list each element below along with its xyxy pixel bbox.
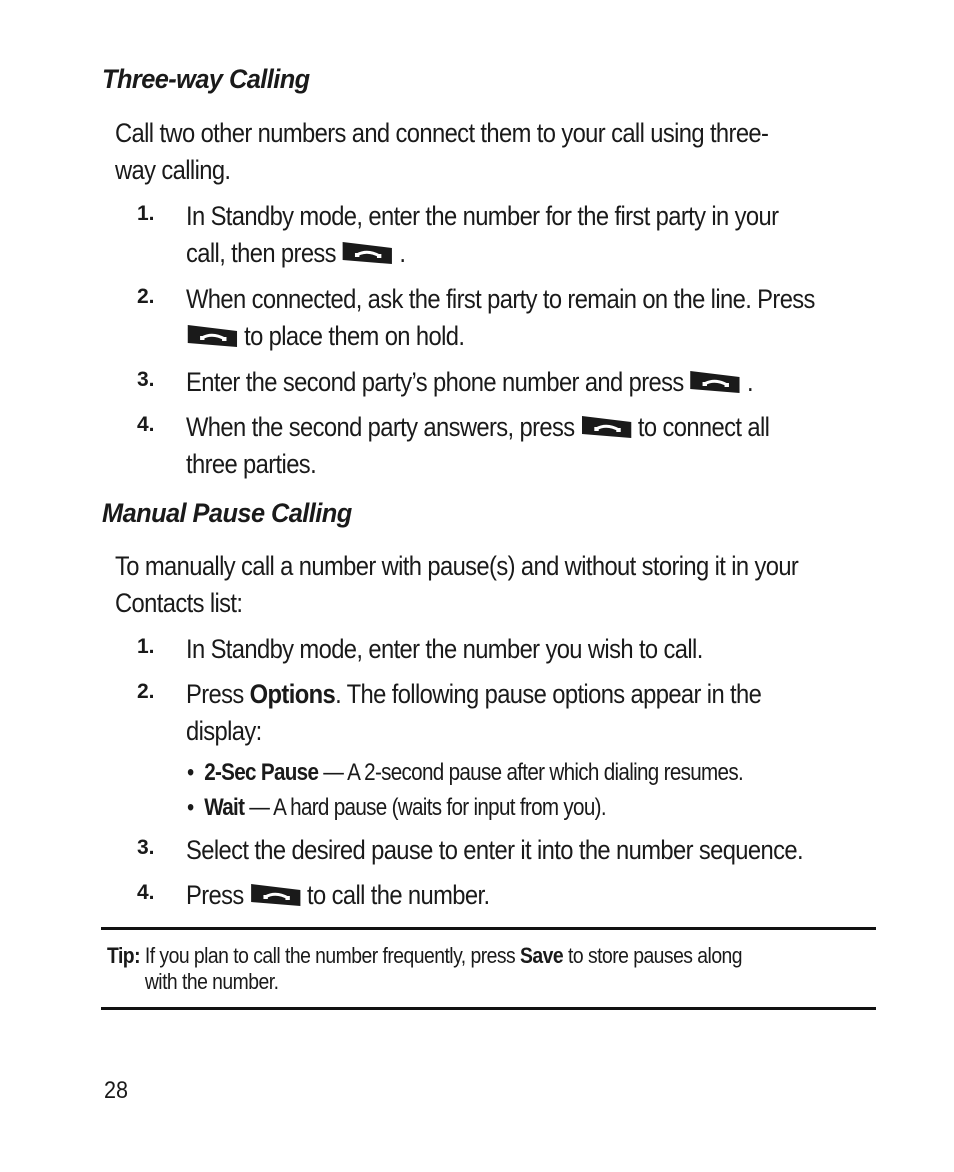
tip-text: If you plan to call the number frequently, press [140,943,521,968]
send-key-icon [689,367,744,395]
step-line: Press [186,880,244,910]
step-number: 2. [137,680,155,703]
step-number: 4. [137,881,155,904]
bullet-term: Wait [204,794,245,821]
step-line: Select the desired pause to enter it into the number sequence. [186,835,803,865]
step-text [186,631,703,668]
page-number: 28 [104,1077,129,1104]
bullet-desc: — A 2-second pause after which dialing resumes. [318,759,744,786]
step-number: 4. [137,413,155,436]
step-line-end: . [746,367,753,397]
send-key-icon [580,412,635,440]
step-line: . The following pause options appear in the [335,679,762,709]
step-line: When the second party answers, press [186,412,575,442]
section1-intro [115,115,793,189]
step-text [186,877,489,914]
step-text [186,832,803,869]
step-line: to place them on hold. [244,321,465,351]
step-line: display: [186,716,262,746]
tip-top-divider [101,927,876,930]
step-line: When connected, ask the first party to remain on the line. Press [186,284,815,314]
send-key-icon [249,880,304,908]
intro-line: Call two other numbers and connect them to your call using three- [115,118,769,148]
intro-line: way calling. [115,155,231,185]
step-text [186,198,778,272]
step-line: In Standby mode, enter the number for the first party in your [186,201,779,231]
step-line: to call the number. [307,880,490,910]
send-key-icon [186,321,241,349]
step-line: In Standby mode, enter the number you wish to call. [186,634,703,664]
step-number: 1. [137,202,155,225]
bullet-icon: • [187,794,194,821]
step-number: 3. [137,836,155,859]
tip-text-line2: with the number. [144,969,279,994]
options-softkey-label: Options [249,679,336,709]
tip-note [107,943,811,995]
step-line: three parties. [186,449,317,479]
step-text [186,409,769,483]
tip-bottom-divider [101,1007,876,1010]
save-softkey-label: Save [520,943,564,968]
step-line: call, then press [186,238,336,268]
section2-intro [115,548,799,622]
step-text [186,364,753,401]
bullet-term: 2-Sec Pause [204,759,319,786]
step-line: to connect all [637,412,770,442]
bullet-item-wait [187,793,606,823]
bullet-desc: — A hard pause (waits for input from you). [244,794,606,821]
step-number: 1. [137,635,155,658]
intro-line: Contacts list: [115,588,243,618]
bullet-icon: • [187,759,194,786]
step-number: 2. [137,285,155,308]
send-key-icon [341,238,396,266]
tip-label: Tip: [107,943,141,968]
tip-text: to store pauses along [563,943,743,968]
section-heading-three-way-calling: Three-way Calling [102,64,310,94]
intro-line: To manually call a number with pause(s) and without storing it in your [115,551,799,581]
step-line: Enter the second party’s phone number and press [186,367,684,397]
bullet-item-2-sec-pause [187,758,743,788]
step-line-end: . [399,238,406,268]
section-heading-manual-pause-calling: Manual Pause Calling [102,498,352,528]
step-number: 3. [137,368,155,391]
step-text [186,676,761,750]
step-line: Press [186,679,250,709]
step-text [186,281,815,355]
